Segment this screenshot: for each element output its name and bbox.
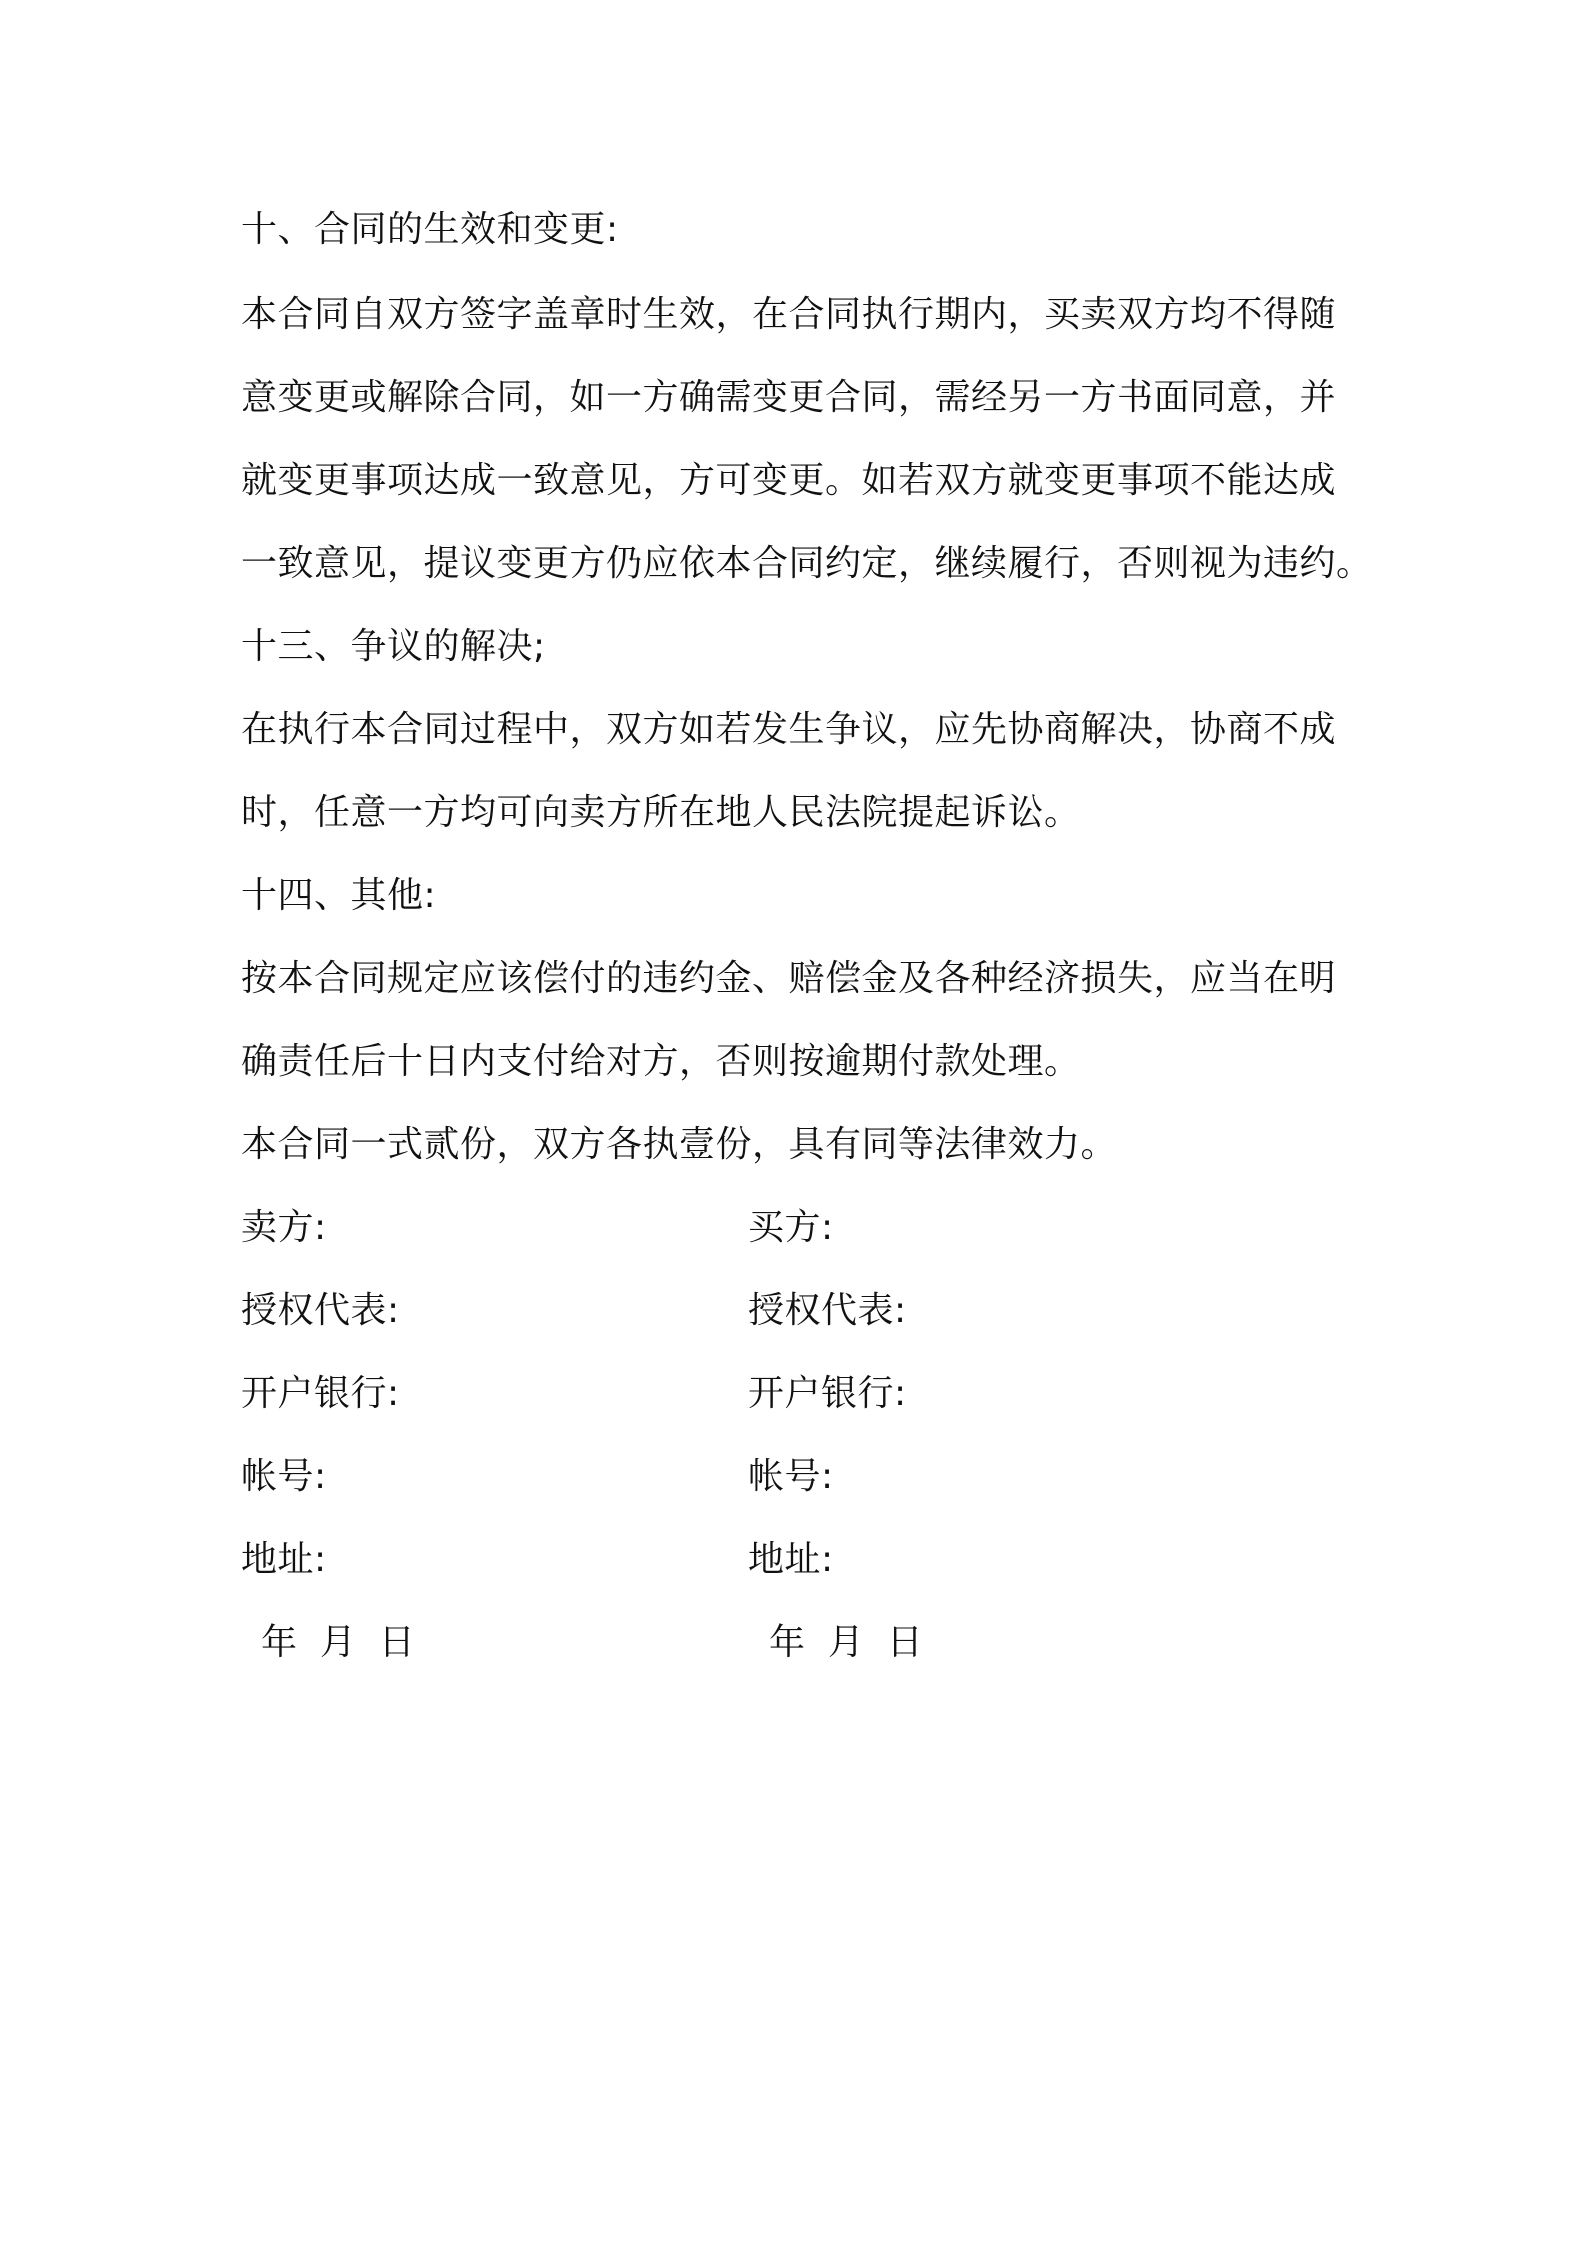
section-10-heading: 十、合同的生效和变更: (241, 209, 619, 250)
buyer-party-label: 买方: (748, 1207, 834, 1248)
section-10-line-4: 一致意见，提议变更方仍应依本合同约定，继续履行，否则视为违约。 (241, 543, 1373, 584)
buyer-address-label: 地址: (748, 1539, 834, 1580)
section-14-line-3: 本合同一式贰份，双方各执壹份，具有同等法律效力。 (241, 1124, 1118, 1165)
section-13-line-1: 在执行本合同过程中，双方如若发生争议，应先协商解决，协商不成 (241, 709, 1337, 750)
section-10-line-1: 本合同自双方签字盖章时生效，在合同执行期内，买卖双方均不得随 (241, 294, 1337, 335)
section-10-line-3: 就变更事项达成一致意见，方可变更。如若双方就变更事项不能达成 (241, 460, 1337, 501)
section-13-line-2: 时，任意一方均可向卖方所在地人民法院提起诉讼。 (241, 792, 1081, 833)
section-14-line-2: 确责任后十日内支付给对方，否则按逾期付款处理。 (241, 1041, 1081, 1082)
buyer-bank-label: 开户银行: (748, 1373, 907, 1414)
section-14-line-1: 按本合同规定应该偿付的违约金、赔偿金及各种经济损失，应当在明 (241, 958, 1337, 999)
seller-bank-label: 开户银行: (241, 1373, 400, 1414)
buyer-representative-label: 授权代表: (748, 1290, 907, 1331)
seller-date-label: 年 月 日 (261, 1622, 415, 1663)
section-14-heading: 十四、其他: (241, 875, 437, 916)
buyer-date-label: 年 月 日 (769, 1622, 923, 1663)
buyer-account-label: 帐号: (748, 1456, 834, 1497)
seller-representative-label: 授权代表: (241, 1290, 400, 1331)
seller-address-label: 地址: (241, 1539, 327, 1580)
section-13-heading: 十三、争议的解决; (241, 626, 546, 667)
seller-party-label: 卖方: (241, 1207, 327, 1248)
seller-account-label: 帐号: (241, 1456, 327, 1497)
section-10-line-2: 意变更或解除合同，如一方确需变更合同，需经另一方书面同意，并 (241, 377, 1337, 418)
